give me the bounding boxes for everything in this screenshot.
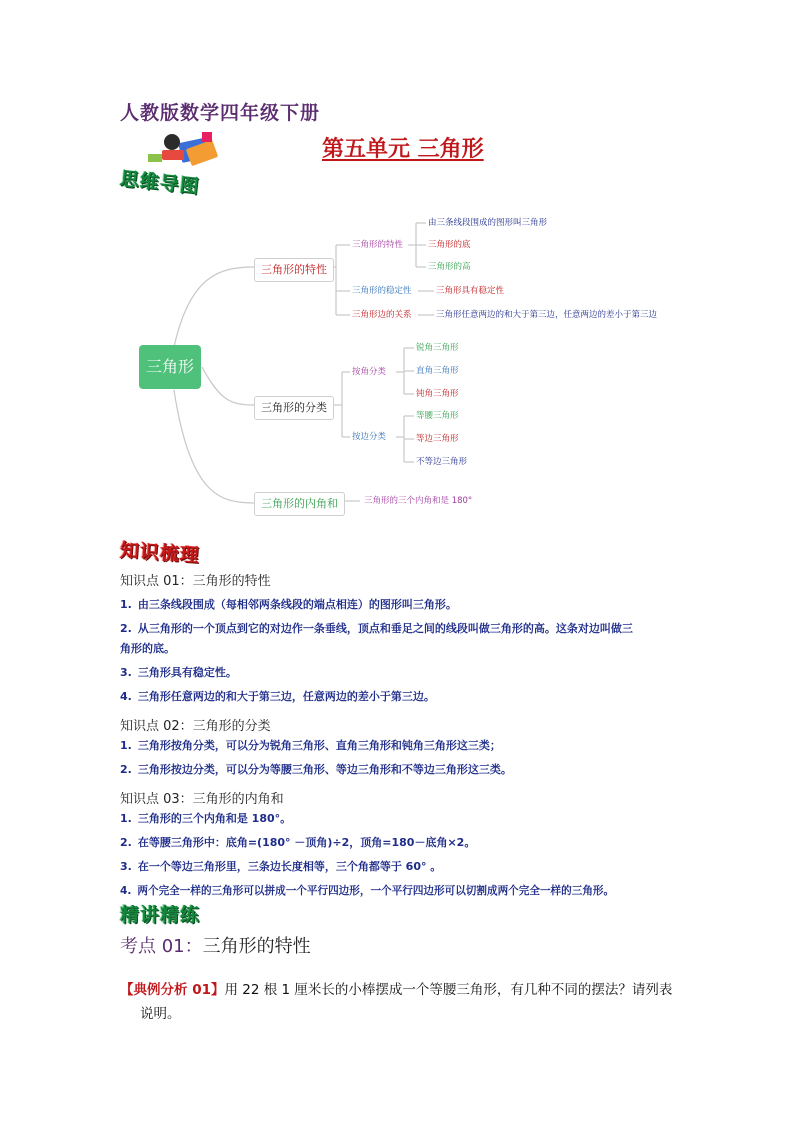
- kp1-item: 角形的底。: [120, 642, 175, 655]
- example-tag: 【典例分析 01】: [120, 982, 225, 998]
- kp1-item: 2. 从三角形的一个顶点到它的对边作一条垂线，顶点和垂足之间的线段叫做三角形的高。这条对边叫做三: [120, 622, 633, 635]
- mindmap-badge: 思维导图: [118, 167, 201, 199]
- branch-node-properties: 三角形的特性: [254, 258, 334, 282]
- kp3-item: 4. 两个完全一样的三角形可以拼成一个平行四边形，一个平行四边形可以切割成两个完全一样的三角形。: [120, 885, 615, 897]
- kp1-item: 1. 由三条线段围成（每相邻两条线段的端点相连）的图形叫三角形。: [120, 598, 457, 611]
- kp3-item: 1. 三角形的三个内角和是 180°。: [120, 812, 292, 825]
- kp2-title: 知识点 02：三角形的分类: [120, 719, 271, 734]
- leaf-equilateral: 等边三角形: [416, 434, 459, 444]
- leaf-angle-sum: 三角形的三个内角和是 180°: [364, 496, 473, 506]
- leaf-scalene: 不等边三角形: [416, 457, 468, 467]
- leaf-obtuse: 钝角三角形: [416, 389, 459, 399]
- study-illustration-icon: [142, 128, 224, 168]
- exam-point-title: 考点 01：三角形的特性: [120, 936, 311, 957]
- unit-title: 第五单元 三角形: [322, 136, 484, 162]
- lecture-badge: 精讲精练: [120, 904, 201, 926]
- sub-node-stability: 三角形的稳定性: [352, 286, 412, 296]
- kp1-item: 4. 三角形任意两边的和大于第三边，任意两边的差小于第三边。: [120, 690, 435, 703]
- leaf-right: 直角三角形: [416, 366, 459, 376]
- knowledge-badge: 知识梳理: [119, 539, 201, 567]
- kp1-title: 知识点 01：三角形的特性: [120, 574, 271, 589]
- leaf-definition: 由三条线段围成的图形叫三角形: [428, 218, 548, 228]
- kp3-title: 知识点 03：三角形的内角和: [120, 792, 284, 807]
- kp3-item: 2. 在等腰三角形中：底角=(180° －顶角)÷2，顶角=180－底角×2。: [120, 836, 476, 849]
- knowledge-section: [120, 570, 680, 901]
- sub-node-by-side: 按边分类: [352, 432, 387, 442]
- kp2-item: 1. 三角形按角分类，可以分为锐角三角形、直角三角形和钝角三角形这三类；: [120, 739, 501, 752]
- kp3-item: 3. 在一个等边三角形里，三条边长度相等，三个角都等于 60° 。: [120, 860, 442, 873]
- book-title: 人教版数学四年级下册: [120, 102, 321, 124]
- sub-node-properties: 三角形的特性: [352, 240, 404, 250]
- leaf-isosceles: 等腰三角形: [416, 411, 459, 421]
- sub-node-side-relation: 三角形边的关系: [352, 310, 412, 320]
- leaf-stability: 三角形具有稳定性: [436, 286, 505, 296]
- branch-node-angle-sum: 三角形的内角和: [254, 492, 345, 516]
- branch-node-classification: 三角形的分类: [254, 396, 334, 420]
- mind-map: [130, 205, 690, 525]
- root-node: 三角形: [139, 345, 201, 389]
- sub-node-by-angle: 按角分类: [352, 367, 387, 377]
- example-question: 【典例分析 01】用 22 根 1 厘米长的小棒摆成一个等腰三角形，有几种不同的摆法？请列表 说明。: [120, 982, 673, 1022]
- leaf-side-relation: 三角形任意两边的和大于第三边，任意两边的差小于第三边: [436, 310, 658, 320]
- leaf-base: 三角形的底: [428, 240, 471, 250]
- mind-map-connectors: [130, 205, 690, 525]
- kp2-item: 2. 三角形按边分类，可以分为等腰三角形、等边三角形和不等边三角形这三类。: [120, 763, 512, 776]
- leaf-acute: 锐角三角形: [416, 343, 459, 353]
- leaf-height: 三角形的高: [428, 262, 471, 272]
- kp1-item: 3. 三角形具有稳定性。: [120, 666, 237, 679]
